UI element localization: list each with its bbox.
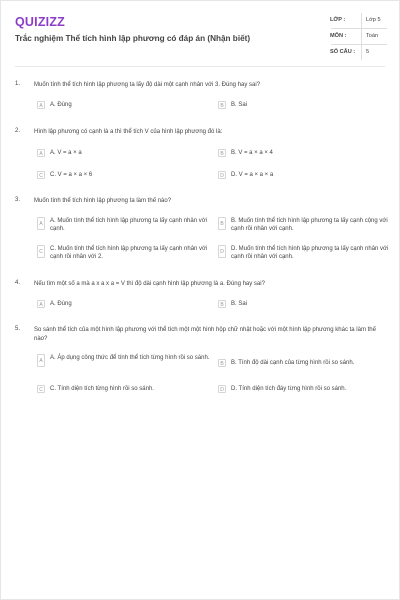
option-letter: B bbox=[218, 101, 226, 109]
option-text: B. Muốn tính thể tích hình lập phương ta lấy cạnh cộng với cạnh rồi nhân với cạnh. bbox=[231, 218, 388, 232]
quizizz-logo: QUIZIZZ bbox=[15, 15, 66, 29]
meta-label: SỐ CÂU : bbox=[330, 49, 356, 55]
option-letter: A bbox=[37, 101, 45, 109]
meta-label: MÔN : bbox=[330, 33, 347, 39]
meta-row-count bbox=[331, 45, 387, 60]
option-text: A. V = a × a bbox=[50, 150, 82, 156]
option-letter: C bbox=[37, 385, 45, 393]
option-letter: C bbox=[37, 245, 45, 258]
question-number: 3. bbox=[15, 197, 21, 203]
option-text: D. Tính diện tích đáy từng hình rồi so sánh. bbox=[231, 386, 347, 392]
option-text: A. Áp dụng công thức để tính thể tích từng hình rồi so sánh. bbox=[50, 355, 210, 361]
option-text: D. V = a × a × a bbox=[231, 172, 274, 178]
worksheet-title: Trắc nghiệm Thể tích hình lập phương có đáp án (Nhận biết) bbox=[15, 34, 251, 43]
question-number: 1. bbox=[15, 81, 21, 87]
option-text: B. Sai bbox=[231, 102, 248, 108]
question-number: 2. bbox=[15, 128, 21, 134]
meta-value: Lớp 5 bbox=[361, 13, 387, 28]
question-text: Muốn tính thể tích hình lập phương ta lấy độ dài một cạnh nhân với 3. Đúng hay sai? bbox=[34, 82, 261, 88]
question-number: 4. bbox=[15, 280, 21, 286]
question-text: Muốn tính thể tích hình lập phương ta làm thế nào? bbox=[34, 198, 172, 204]
option-text: C. Muốn tính thể tích hình lập phương ta lấy cạnh nhân với cạnh rồi nhân với 2. bbox=[50, 246, 208, 260]
meta-table bbox=[331, 13, 387, 60]
header-divider bbox=[15, 66, 385, 67]
option-letter: D bbox=[218, 171, 226, 179]
option-text: C. Tính diện tích từng hình rồi so sánh. bbox=[50, 386, 154, 392]
option-letter: B bbox=[218, 359, 226, 367]
option-text: B. Sai bbox=[231, 301, 248, 307]
option-letter: A bbox=[37, 354, 45, 367]
header bbox=[15, 13, 387, 59]
option-letter: D bbox=[218, 245, 226, 258]
meta-label: LỚP : bbox=[330, 17, 346, 23]
option-letter: A bbox=[37, 300, 45, 308]
question-number: 5. bbox=[15, 326, 21, 332]
option-text: C. V = a × a × 6 bbox=[50, 172, 93, 178]
option-text: D. Muốn tính thể tích hình lập phương ta lấy cạnh nhân với cạnh rồi nhân với cạnh. bbox=[231, 246, 389, 260]
option-letter: A bbox=[37, 149, 45, 157]
option-text: B. Tính độ dài cạnh của từng hình rồi so sánh. bbox=[231, 360, 355, 366]
meta-row-subject bbox=[331, 29, 387, 45]
option-letter: C bbox=[37, 171, 45, 179]
option-text: A. Đúng bbox=[50, 102, 72, 108]
option-text: B. V = a × a × 4 bbox=[231, 150, 273, 156]
question-text: Hình lập phương có cạnh là a thì thể tích V của hình lập phương đó là: bbox=[34, 129, 223, 135]
question-text: So sánh thể tích của một hình lập phương với thể tích một một hình hộp chữ nhật hoặc với một hình lập phương khác ta làm thế nào? bbox=[34, 327, 376, 342]
option-letter: B bbox=[218, 149, 226, 157]
question-text: Nếu tìm một số a mà a x a x a = V thì độ dài cạnh hình lập phương là a. Đúng hay sai? bbox=[34, 281, 265, 287]
option-letter: B bbox=[218, 300, 226, 308]
meta-row-class bbox=[331, 13, 387, 29]
option-text: A. Muốn tính thể tích hình lập phương ta lấy cạnh nhân với cạnh. bbox=[50, 218, 207, 232]
meta-value: 5 bbox=[361, 45, 387, 60]
option-letter: A bbox=[37, 217, 45, 230]
option-letter: B bbox=[218, 217, 226, 230]
option-text: A. Đúng bbox=[50, 301, 72, 307]
meta-value: Toán bbox=[361, 29, 387, 44]
option-letter: D bbox=[218, 385, 226, 393]
